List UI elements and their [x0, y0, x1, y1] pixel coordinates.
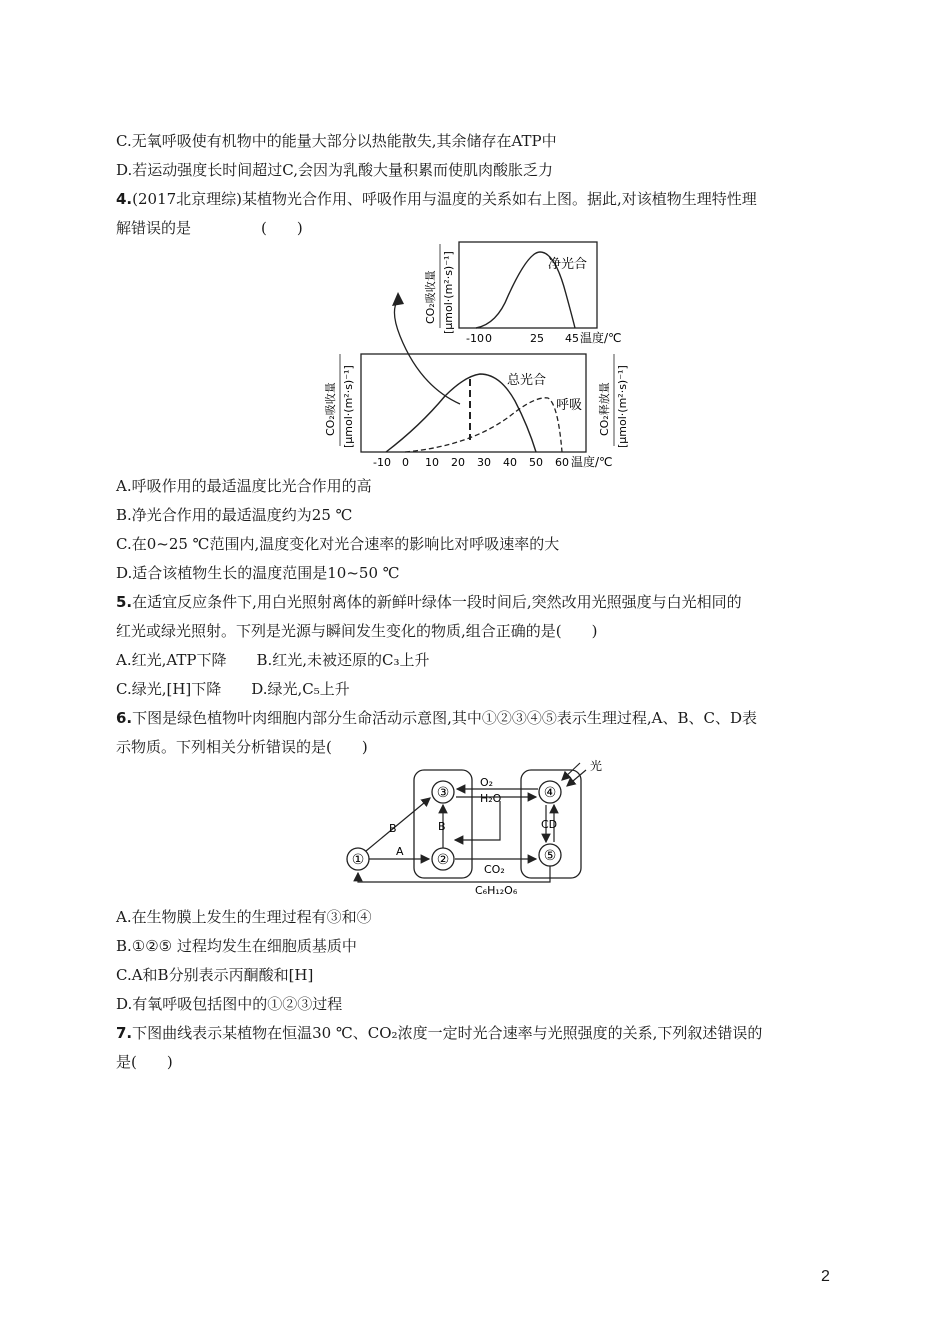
bottom-tick: 30 — [477, 456, 491, 469]
question-6-number: 6. — [116, 709, 133, 727]
bottom-chart — [323, 354, 629, 469]
question-7-text: 下图曲线表示某植物在恒温30 ℃、CO₂浓度一定时光合速率与光照强度的关系,下列叙述错误的 — [132, 1024, 763, 1042]
top-y-label: CO₂吸收量 — [424, 270, 437, 324]
node-1 — [347, 848, 369, 870]
top-x-label: 温度/℃ — [580, 331, 622, 345]
question-6-text: 下图是绿色植物叶肉细胞内部分生命活动示意图,其中①②③④⑤表示生理过程,A、B、C、D表 — [132, 709, 758, 727]
q6-option-c: C.A和B分别表示丙酮酸和[H] — [116, 966, 314, 984]
question-4-line2 — [116, 218, 303, 238]
bottom-right-y-unit: [μmol·(m²·s)⁻¹] — [616, 365, 629, 448]
question-5-line2: 红光或绿光照射。下列是光源与瞬间发生变化的物质,组合正确的是( ) — [116, 622, 598, 640]
label-light: 光 — [590, 759, 603, 773]
question-6-line2: 示物质。下列相关分析错误的是( ) — [116, 738, 368, 756]
page-number: 2 — [821, 1268, 830, 1285]
respiration-label: 呼吸 — [556, 398, 583, 413]
bottom-tick: 20 — [451, 456, 465, 469]
label-H2O: H₂O — [480, 792, 502, 805]
q4-option-a: A.呼吸作用的最适温度比光合作用的高 — [116, 477, 372, 495]
bottom-tick: 60 — [555, 456, 569, 469]
bottom-tick: -10 — [373, 456, 391, 469]
top-chart — [423, 242, 622, 345]
label-CO2: CO₂ — [484, 863, 505, 876]
top-y-unit: [μmol·(m²·s)⁻¹] — [442, 251, 455, 334]
label-A: A — [396, 845, 404, 858]
node-2-label: ② — [436, 852, 450, 868]
q6-option-d: D.有氧呼吸包括图中的①②③过程 — [116, 995, 343, 1013]
total-photosynthesis-label: 总光合 — [507, 373, 547, 388]
bottom-tick: 40 — [503, 456, 517, 469]
figure-q4-chart — [0, 236, 950, 476]
q6-option-a: A.在生物膜上发生的生理过程有③和④ — [116, 908, 372, 926]
q5-options-ab: A.红光,ATP下降 B.红光,未被还原的C₃上升 — [116, 651, 430, 669]
question-7-number: 7. — [116, 1024, 133, 1042]
question-4-line1 — [116, 189, 757, 209]
label-CD: CD — [541, 818, 558, 831]
bottom-left-y-label: CO₂吸收量 — [324, 382, 337, 436]
top-tick: 25 — [530, 332, 544, 345]
node-4-label: ④ — [543, 785, 557, 801]
top-tick: 45 — [565, 332, 579, 345]
node-1-label: ① — [351, 852, 365, 868]
question-6-line1 — [116, 708, 757, 728]
question-7-line2: 是( ) — [116, 1053, 173, 1071]
bottom-x-label: 温度/℃ — [571, 455, 613, 469]
q4-option-c: C.在0~25 ℃范围内,温度变化对光合速率的影响比对呼吸速率的大 — [116, 535, 560, 553]
q6-option-b: B.①②⑤ 过程均发生在细胞质基质中 — [116, 937, 357, 955]
node-4 — [539, 781, 561, 803]
label-glucose: C₆H₁₂O₆ — [475, 884, 518, 897]
label-O2: O₂ — [480, 776, 494, 789]
node-3 — [432, 781, 454, 803]
label-B2: B — [438, 820, 446, 833]
top-net-label: 净光合 — [548, 257, 588, 272]
bottom-tick: 50 — [529, 456, 543, 469]
bottom-tick: 0 — [402, 456, 409, 469]
node-3-label: ③ — [436, 785, 450, 801]
q4-option-d: D.适合该植物生长的温度范围是10~50 ℃ — [116, 564, 400, 582]
label-B1: B — [389, 822, 397, 835]
question-5-line1 — [116, 592, 742, 612]
q5-options-cd: C.绿光,[H]下降 D.绿光,C₅上升 — [116, 680, 350, 698]
figure-q6-diagram — [0, 758, 950, 898]
question-7-line1 — [116, 1023, 762, 1043]
option-d-prev: D.若运动强度长时间超过C,会因为乳酸大量积累而使肌肉酸胀乏力 — [116, 161, 553, 179]
question-4-number: 4. — [116, 190, 133, 208]
question-4-text: (2017北京理综)某植物光合作用、呼吸作用与温度的关系如右上图。据此,对该植物生理特性理 — [132, 190, 757, 208]
question-4-text2: 解错误的是 — [116, 219, 192, 237]
bottom-tick: 10 — [425, 456, 439, 469]
question-4-paren: ( ) — [261, 219, 303, 237]
node-5 — [539, 844, 561, 866]
question-5-text: 在适宜反应条件下,用白光照射离体的新鲜叶绿体一段时间后,突然改用光照强度与白光相同的 — [132, 593, 742, 611]
top-tick: -10 — [466, 332, 484, 345]
bottom-left-y-unit: [μmol·(m²·s)⁻¹] — [342, 365, 355, 448]
bottom-right-y-label: CO₂释放量 — [598, 382, 611, 436]
top-tick: 0 — [485, 332, 492, 345]
node-2 — [432, 848, 454, 870]
node-5-label: ⑤ — [543, 848, 557, 864]
q4-option-b: B.净光合作用的最适温度约为25 ℃ — [116, 506, 353, 524]
option-c-prev: C.无氧呼吸使有机物中的能量大部分以热能散失,其余储存在ATP中 — [116, 132, 557, 150]
question-5-number: 5. — [116, 593, 133, 611]
